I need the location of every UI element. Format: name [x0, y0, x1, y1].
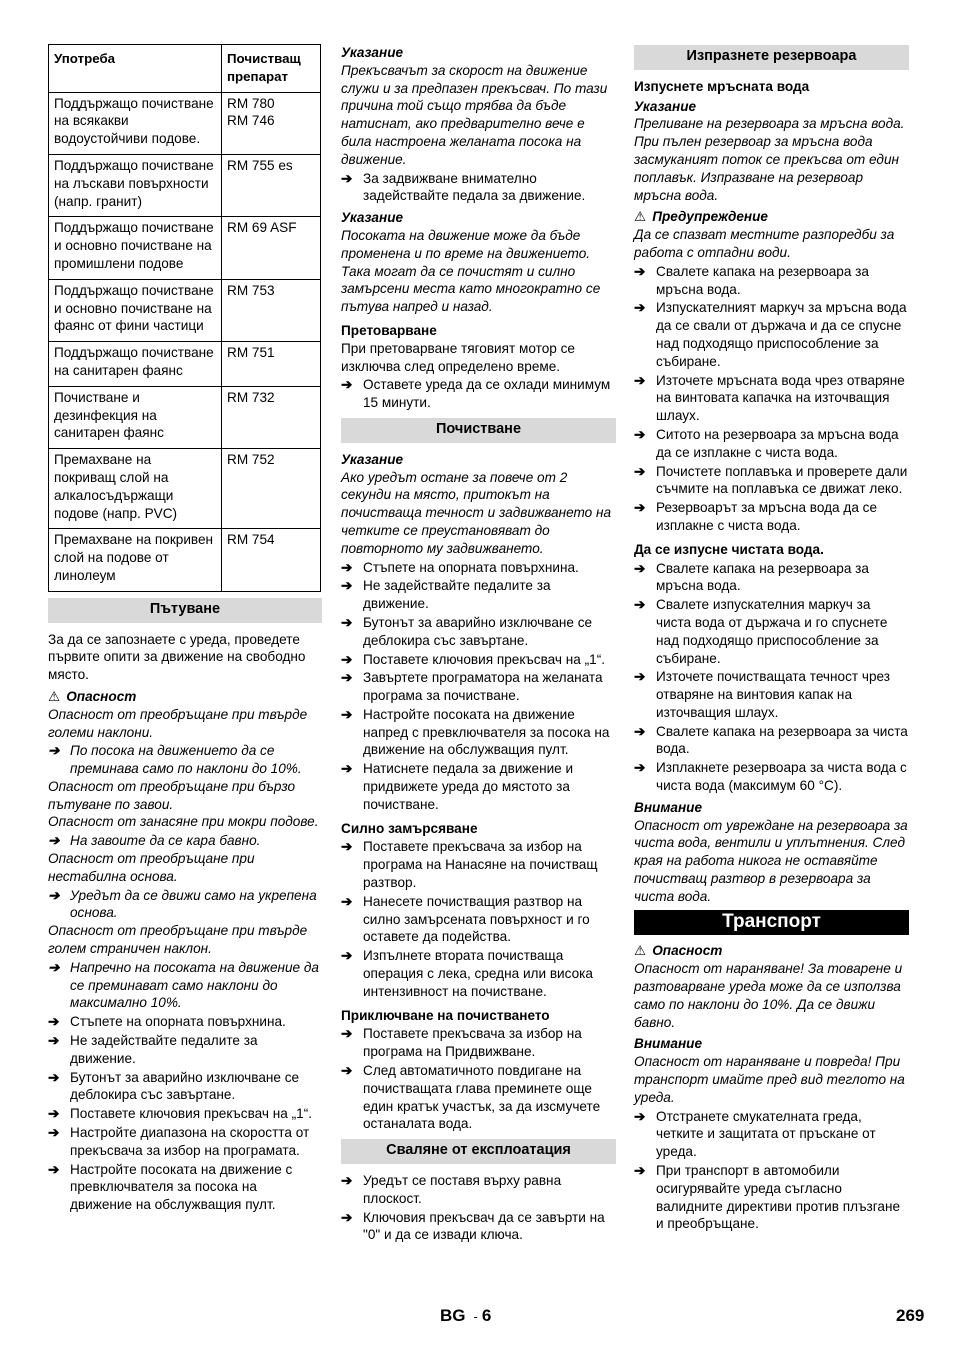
list-item-text: Уредът се поставя върху равна плоскост.: [363, 1173, 562, 1206]
list-item-text: Стъпете на опорната повърхнина.: [70, 1014, 286, 1030]
list-item-text: Бутонът за аварийно изключване се деблокира със завъртане.: [70, 1069, 300, 1103]
caution-text: Опасност от нараняване и повреда! При транспорт имайте пред вид теглото на уреда.: [634, 1054, 905, 1105]
warning-heading: [634, 208, 909, 226]
list-item-text: Свалете капака на резервоара за чиста вода.: [656, 723, 908, 757]
arrow-icon: ➔: [634, 300, 646, 316]
caution-heading: Внимание: [634, 1036, 703, 1052]
list-item-text: Изпускателният маркуч за мръсна вода да се свали от държача и да се спусне над подходящо приспособление за събиране.: [656, 300, 907, 369]
list-item-text: Стъпете на опорната повърхнина.: [363, 559, 579, 575]
note-text: Ако уредът остане за повече от 2 секунди на място, притокът на почистваща течност и задвижването на четките се преустановяват до повторното му задвижването.: [341, 469, 612, 556]
list-item: [341, 651, 616, 669]
list-item-text: Нанесете почистващия разтвор на силно замърсената повърхност и го оставете да подейства.: [363, 893, 590, 945]
list-item: [48, 832, 322, 850]
travel-section-title: Пътуване: [48, 598, 322, 623]
arrow-icon: ➔: [341, 614, 353, 630]
list-item: [341, 1172, 616, 1208]
arrow-icon: ➔: [48, 1106, 60, 1122]
arrow-icon: ➔: [341, 1173, 353, 1189]
cleaning-agent-table: [48, 44, 321, 592]
list-item-text: Напречно на посоката на движение да се преминават само наклони до максимално 10%.: [70, 959, 319, 1011]
list-item: [341, 893, 616, 946]
list-item-text: Оставете уреда да се охлади минимум 15 минути.: [363, 377, 611, 411]
overload-text: При претоварване тяговият мотор се изключва след определено време.: [341, 340, 575, 374]
list-item-text: Изпълнете втората почистваща операция с лека, средна или висока интензивност на почистване.: [363, 948, 593, 999]
agent-cell: RM 754: [222, 529, 321, 591]
arrow-icon: ➔: [48, 1033, 60, 1049]
use-cell: Поддържащо почистване на лъскави повърхности (напр. гранит): [49, 154, 222, 216]
table-row: [49, 449, 321, 529]
use-cell: Премахване на покриващ слой на алкалосъдържащи подове (напр. PVC): [49, 449, 222, 529]
list-item: [341, 706, 616, 759]
caution-text: Опасност от увреждане на резервоара за чиста вода, вентили и уплътнения. След края на работа никога не оставяйте почистващ разтвор в резервоара за чиста вода.: [634, 817, 908, 904]
use-cell: Почистване и дезинфекция на санитарен фаянс: [49, 386, 222, 448]
arrow-icon: ➔: [634, 597, 646, 613]
list-item-text: Източете почистващата течност чрез отваряне на винтовия капак на източващия шлаух.: [656, 669, 891, 720]
list-item-text: Настройте посоката на движение напред с превключвателя за посока на движение на обслужващия пулт.: [363, 706, 610, 758]
danger-text: Опасност от занасяне при мокри подове.: [48, 814, 319, 830]
danger-heading: [48, 688, 322, 706]
arrow-icon: ➔: [341, 706, 353, 722]
list-item: [634, 263, 909, 299]
list-item: [341, 838, 616, 891]
table-row: [49, 279, 321, 341]
list-item: [634, 372, 909, 425]
table-row: [49, 217, 321, 279]
list-item-text: Не задействайте педалите за движение.: [70, 1033, 258, 1066]
middle-column: [341, 44, 616, 1244]
table-row: [49, 154, 321, 216]
right-column: [634, 44, 909, 1233]
arrow-icon: ➔: [634, 500, 646, 516]
use-cell: Поддържащо почистване и основно почистване на фаянс от фини частици: [49, 279, 222, 341]
list-item-text: Ключовия прекъсвач да се завърти на "0" и да се извади ключа.: [363, 1209, 605, 1243]
list-item-text: След автоматичното повдигане на почистващата глава преминете още един кратък участък, за да изсмучете останалата вода.: [363, 1063, 601, 1132]
list-item-text: Резервоарът за мръсна вода да се изплакне с чиста вода.: [656, 500, 878, 533]
arrow-icon: ➔: [48, 959, 60, 975]
warning-triangle-icon: ⚠: [634, 943, 647, 959]
agent-cell: RM 753: [222, 279, 321, 341]
list-item: [341, 947, 616, 1000]
footer-dash: -: [473, 1309, 478, 1324]
arrow-icon: ➔: [341, 651, 353, 667]
heavy-soiling-heading: Силно замърсяване: [341, 820, 478, 836]
arrow-icon: ➔: [341, 377, 353, 393]
list-item: [48, 1161, 322, 1214]
list-item-text: При транспорт в автомобили осигурявайте уреда съгласно валидните директиви против плъзгане и преобръщане.: [656, 1163, 901, 1232]
arrow-icon: ➔: [48, 1161, 60, 1177]
agent-cell: RM 751: [222, 342, 321, 387]
transport-section-title: Транспорт: [634, 910, 909, 936]
danger-label: Опасност: [66, 688, 137, 704]
list-item-text: Свалете капака на резервоара за мръсна вода.: [656, 263, 869, 297]
list-item: [634, 1108, 909, 1161]
use-cell: Поддържащо почистване на санитарен фаянс: [49, 342, 222, 387]
arrow-icon: ➔: [634, 560, 646, 576]
list-item-text: Натиснете педала за движение и придвижете уреда до мястото за почистване.: [363, 761, 574, 812]
shutdown-section-title: Сваляне от експлоатация: [341, 1139, 616, 1164]
arrow-icon: ➔: [48, 833, 60, 849]
note-text: Прекъсвачът за скорост на движение служи и за предпазен прекъсвач. По тази причина той също трябва да бъде натиснат, ако предварително вече е била настроена желаната посока на движение.: [341, 62, 608, 167]
list-item: [48, 742, 322, 778]
danger-text: Опасност от нараняване! За товарене и разтоварване уреда може да се използва само по наклони до 10%. Да се движи бавно.: [634, 961, 903, 1030]
dirty-water-heading: Изпуснете мръсната вода: [634, 78, 810, 94]
list-item: [341, 1062, 616, 1133]
list-item: [341, 577, 616, 613]
arrow-icon: ➔: [341, 1026, 353, 1042]
table-row: [49, 386, 321, 448]
agent-cell: RM 69 ASF: [222, 217, 321, 279]
list-item-text: Свалете капака на резервоара за мръсна вода.: [656, 560, 869, 594]
warning-triangle-icon: ⚠: [48, 688, 61, 704]
arrow-icon: ➔: [634, 263, 646, 279]
arrow-icon: ➔: [48, 743, 60, 759]
arrow-icon: ➔: [341, 893, 353, 909]
note-text: Преливане на резервоара за мръсна вода. При пълен резервоар за мръсна вода засмуканият поток се прекъсва от един поплавък. Изпразване на резервоар мръсна вода.: [634, 116, 905, 203]
table-row: [49, 342, 321, 387]
list-item-text: Поставете ключовия прекъсвач на „1“.: [363, 651, 606, 667]
table-row: [49, 529, 321, 591]
danger-text: Опасност от преобръщане при твърде големи наклони.: [48, 706, 308, 740]
agent-cell: RM 780 RM 746: [222, 92, 321, 154]
list-item-text: Изплакнете резервоара за чиста вода с чиста вода (максимум 60 °C).: [656, 760, 907, 794]
footer-language: BG: [440, 1306, 466, 1325]
list-item-text: Почистете поплавъка и проверете дали съчмите на поплавъка се движат леко.: [656, 463, 908, 497]
header-agent: Почистващ препарат: [222, 45, 321, 93]
list-item-text: Уредът да се движи само на укрепена основа.: [70, 887, 317, 921]
list-item-text: По посока на движението да се преминава само по наклони до 10%.: [70, 743, 302, 777]
arrow-icon: ➔: [634, 372, 646, 388]
list-item: [48, 1032, 322, 1068]
agent-cell: RM 732: [222, 386, 321, 448]
list-item-text: Поставете прекъсвача за избор на програма на Нанасяне на почистващ разтвор.: [363, 839, 598, 891]
table-header-row: [49, 45, 321, 93]
arrow-icon: ➔: [341, 1063, 353, 1079]
list-item: [341, 614, 616, 650]
caution-heading: Внимание: [634, 799, 703, 815]
arrow-icon: ➔: [634, 1163, 646, 1179]
list-item-text: Отстранете смукателната греда, четките и защитата от пръскане от уреда.: [656, 1108, 876, 1160]
use-cell: Премахване на покривен слой на подове от линолеум: [49, 529, 222, 591]
arrow-icon: ➔: [634, 1108, 646, 1124]
list-item-text: Ситото на резервоара за мръсна вода да се изплакне с чиста вода.: [656, 426, 899, 460]
list-item: [634, 426, 909, 462]
danger-text: Опасност от преобръщане при твърде голем страничен наклон.: [48, 923, 308, 957]
list-item: [48, 1013, 322, 1031]
arrow-icon: ➔: [48, 1125, 60, 1141]
arrow-icon: ➔: [48, 887, 60, 903]
list-item: [341, 170, 616, 206]
note-text: Посоката на движение може да бъде променена и по време на движението. Така могат да се почистят и силно замърсени места като многократно се пътува напред и назад.: [341, 227, 601, 315]
list-item-text: Поставете прекъсвача за избор на програма на Придвижване.: [363, 1026, 582, 1060]
warning-label: Предупреждение: [652, 209, 768, 225]
left-column: [48, 44, 322, 1214]
note-heading: Указание: [341, 451, 404, 467]
list-item: [634, 499, 909, 535]
arrow-icon: ➔: [341, 559, 353, 575]
clean-water-heading: Да се изпусне чистата вода.: [634, 541, 824, 557]
list-item-text: Настройте диапазона на скоростта от прекъсвача за избор на програмата.: [70, 1125, 310, 1158]
list-item: [341, 559, 616, 577]
list-item: [634, 299, 909, 370]
travel-intro: За да се запознаете с уреда, проведете първите опити за движение на свободно място.: [48, 631, 306, 683]
arrow-icon: ➔: [634, 723, 646, 739]
footer-section-page: 6: [481, 1306, 492, 1325]
arrow-icon: ➔: [634, 426, 646, 442]
arrow-icon: ➔: [341, 578, 353, 594]
arrow-icon: ➔: [48, 1069, 60, 1085]
arrow-icon: ➔: [634, 669, 646, 685]
list-item: [48, 1105, 322, 1123]
list-item-text: За задвижване внимателно задействайте педала за движение.: [363, 170, 586, 204]
list-item-text: Настройте посоката на движение с превключвателя за посока на движение на обслужващия пулт.: [70, 1161, 293, 1213]
list-item: [341, 1209, 616, 1245]
empty-tank-section-title: Изпразнете резервоара: [634, 45, 909, 70]
arrow-icon: ➔: [48, 1014, 60, 1030]
note-heading: Указание: [341, 210, 404, 226]
list-item-text: Бутонът за аварийно изключване се деблокира със завъртане.: [363, 614, 593, 648]
use-cell: Поддържащо почистване на всякакви водоустойчиви подове.: [49, 92, 222, 154]
list-item: [634, 463, 909, 499]
warning-triangle-icon: ⚠: [634, 209, 647, 225]
list-item: [341, 760, 616, 813]
list-item: [48, 1124, 322, 1160]
danger-text: Опасност от преобръщане при бързо пътуване по завои.: [48, 778, 296, 812]
use-cell: Поддържащо почистване и основно почистване на промишлени подове: [49, 217, 222, 279]
list-item: [634, 1162, 909, 1233]
list-item-text: Свалете изпускателния маркуч за чиста вода от държача и го спуснете над подходящо приспособление за събиране.: [656, 597, 888, 666]
list-item-text: На завоите да се кара бавно.: [70, 833, 261, 849]
list-item-text: Не задействайте педалите за движение.: [363, 578, 551, 612]
list-item-text: Източете мръсната вода чрез отваряне на винтовата капачка на източващия шлаух.: [656, 372, 905, 424]
cleaning-section-title: Почистване: [341, 418, 616, 443]
arrow-icon: ➔: [341, 670, 353, 686]
list-item: [634, 560, 909, 596]
list-item: [634, 723, 909, 759]
arrow-icon: ➔: [341, 948, 353, 964]
table-row: [49, 92, 321, 154]
list-item: [48, 887, 322, 923]
note-heading: Указание: [341, 45, 404, 60]
arrow-icon: ➔: [634, 760, 646, 776]
list-item: [48, 959, 322, 1012]
list-item: [341, 669, 616, 705]
page-number: 269: [896, 1306, 925, 1325]
warning-text: Да се спазват местните разпоредби за работа с отпадни води.: [634, 227, 895, 260]
finish-heading: Приключване на почистването: [341, 1007, 550, 1023]
arrow-icon: ➔: [341, 839, 353, 855]
list-item: [634, 759, 909, 795]
list-item-text: Завъртете програматора на желаната програма за почистване.: [363, 670, 603, 704]
danger-label: Опасност: [652, 943, 723, 959]
agent-cell: RM 752: [222, 449, 321, 529]
danger-text: Опасност от преобръщане при нестабилна основа.: [48, 851, 255, 884]
arrow-icon: ➔: [341, 1209, 353, 1225]
overload-heading: Претоварване: [341, 322, 437, 338]
footer-section-label: [440, 1307, 491, 1326]
list-item: [341, 1025, 616, 1061]
list-item: [634, 668, 909, 721]
list-item: [634, 596, 909, 667]
agent-cell: RM 755 es: [222, 154, 321, 216]
list-item: [341, 376, 616, 412]
note-heading: Указание: [634, 98, 697, 114]
arrow-icon: ➔: [341, 170, 353, 186]
list-item: [48, 1069, 322, 1105]
arrow-icon: ➔: [634, 463, 646, 479]
danger-heading: [634, 942, 909, 960]
arrow-icon: ➔: [341, 761, 353, 777]
list-item-text: Поставете ключовия прекъсвач на „1“.: [70, 1106, 313, 1122]
header-use: Употреба: [49, 45, 222, 93]
